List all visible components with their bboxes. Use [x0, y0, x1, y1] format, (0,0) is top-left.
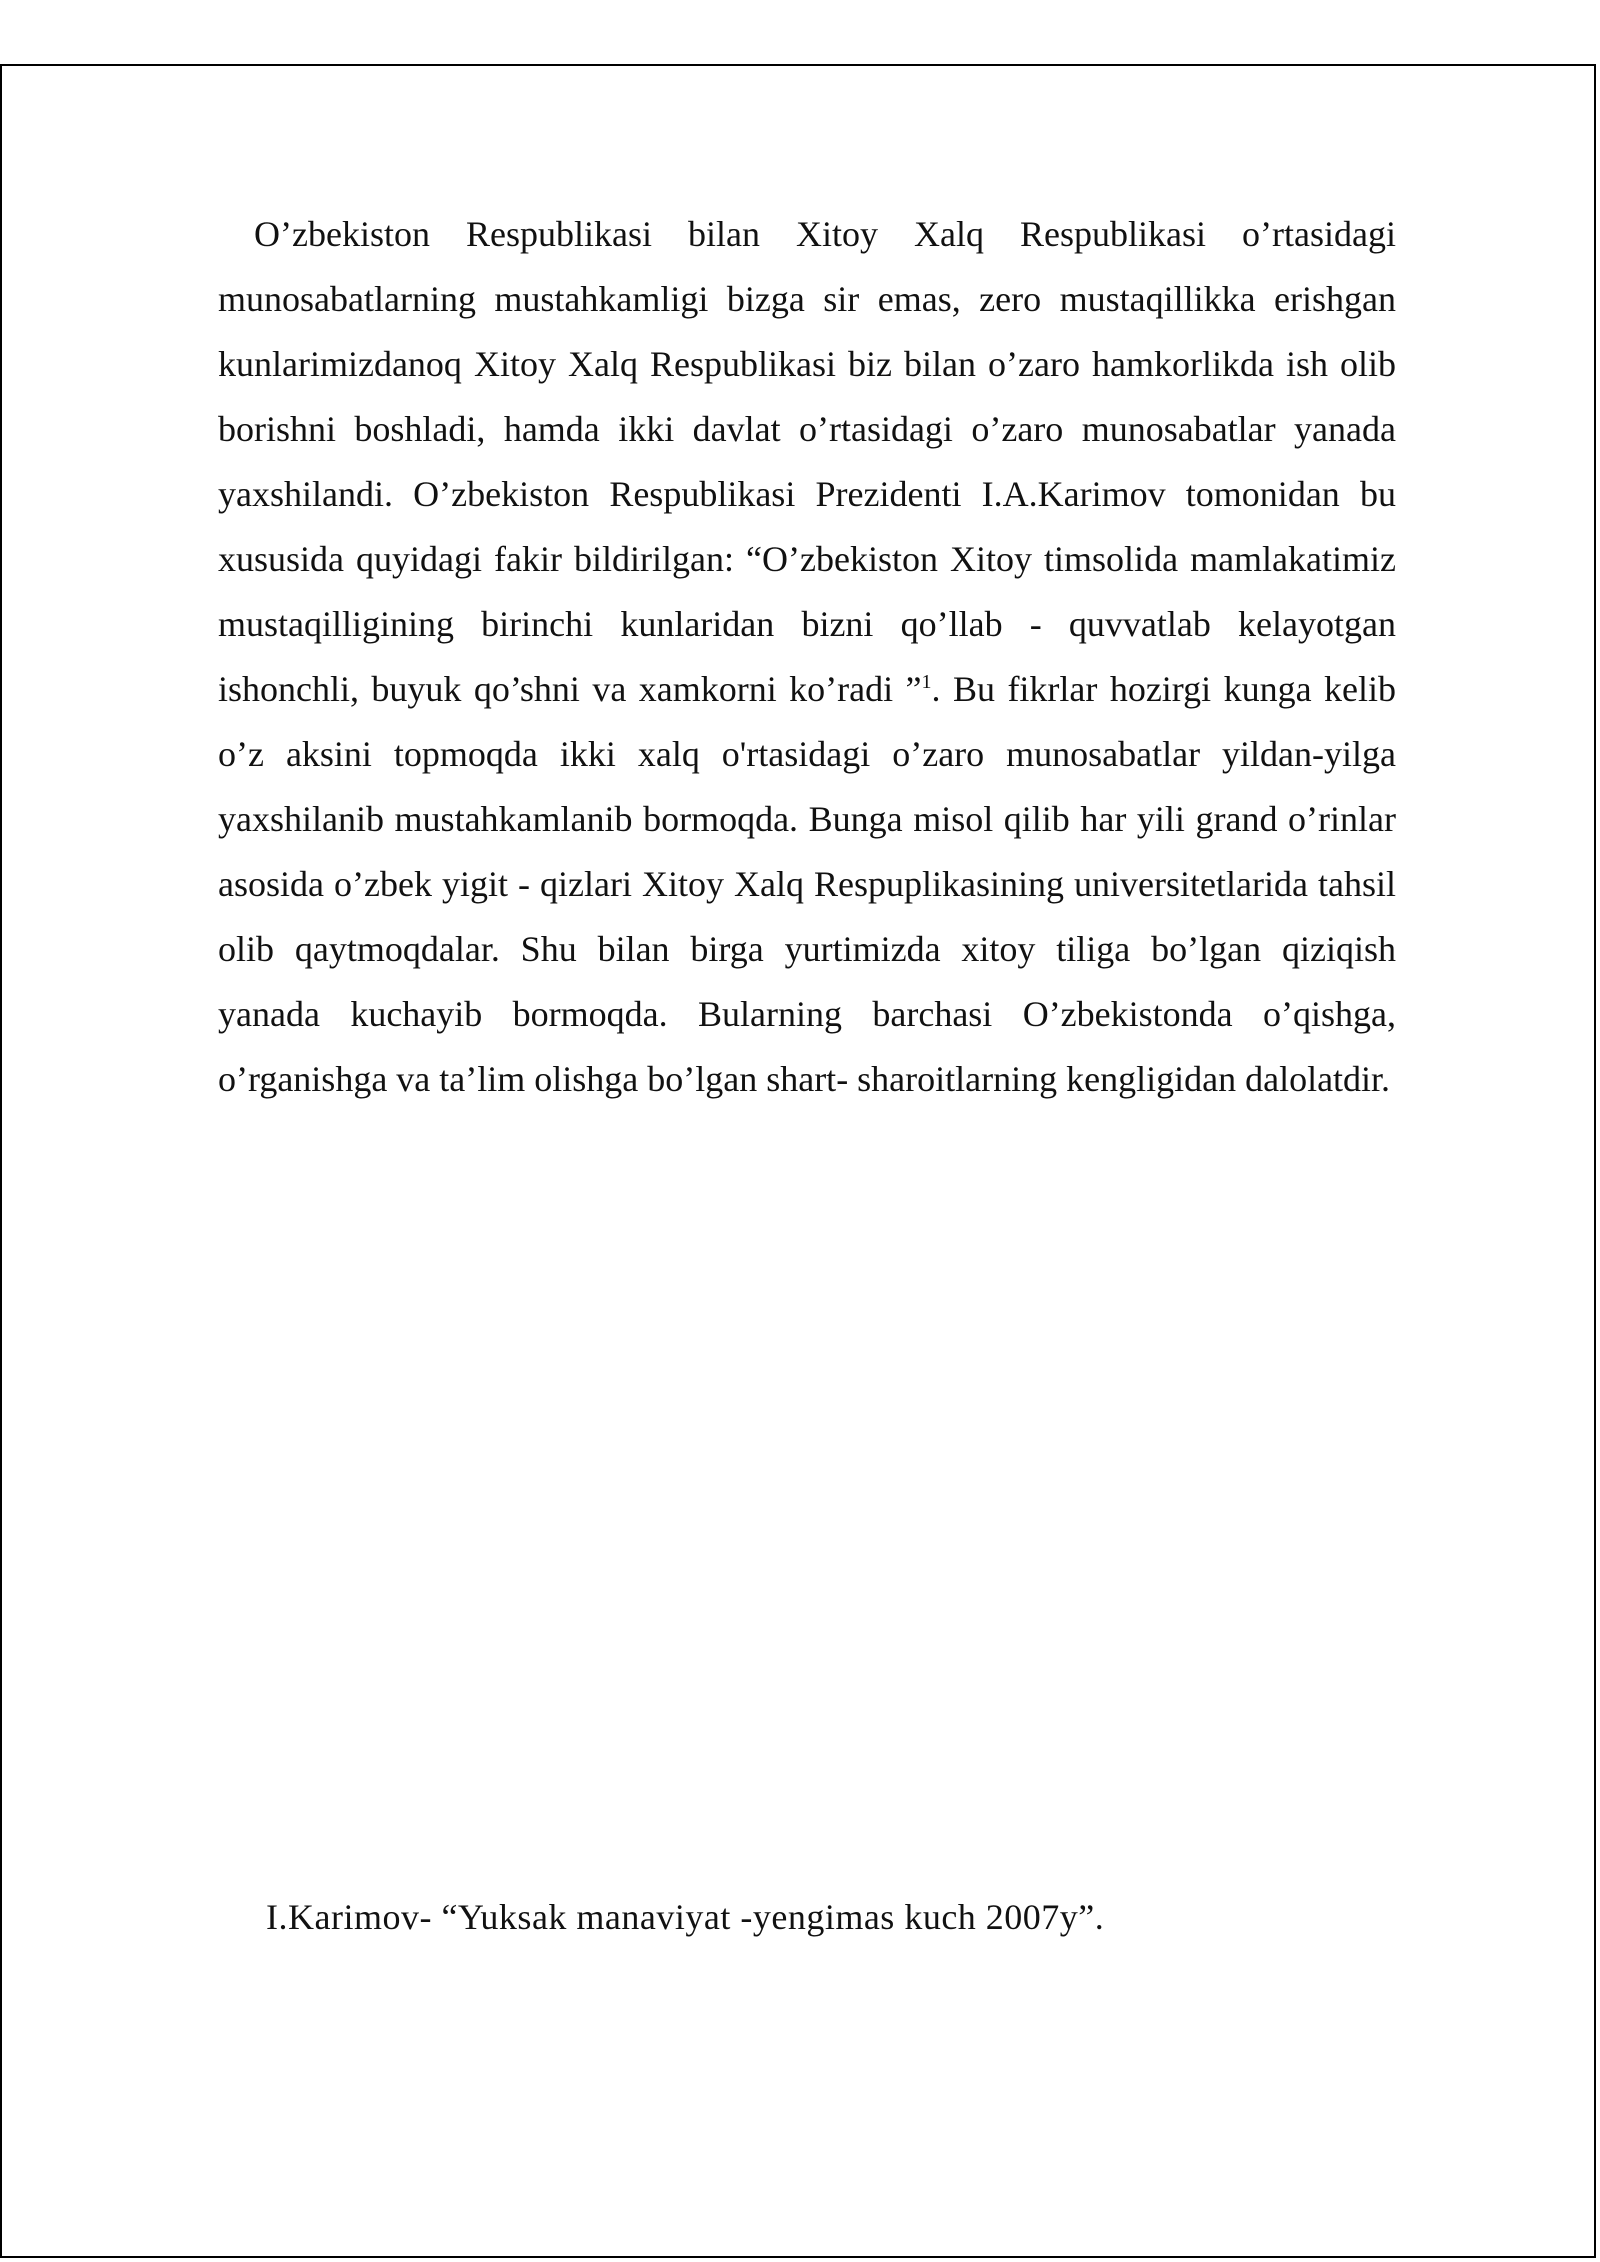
- body-paragraph: [218, 202, 1396, 1112]
- footnote-reference: 1: [921, 671, 932, 693]
- paragraph-text-end: . Bu fikrlar hozirgi kunga kelib o’z aksini topmoqda ikki xalq o'rtasidagi o’zaro munosabatlar yildan-yilga yaxshilanib mustahkamlanib bormoqda. Bunga misol qilib har yili grand o’rinlar asosida o’zbek yigit - qizlari Xitoy Xalq Respuplikasining universitetlarida tahsil olib qaytmoqdalar. Shu bilan birga yurtimizda xitoy tiliga bo’lgan qiziqish yanada kuchayib bormoqda. Bularning barchasi O’zbekistonda o’qishga, o’rganishga va ta’lim olishga bo’lgan shart- sharoitlarning kengligidan dalolatdir.: [218, 669, 1396, 1099]
- footnote-text: I.Karimov- “Yuksak manaviyat -yengimas kuch 2007y”.: [266, 1897, 1105, 1937]
- paragraph-text-start: O’zbekiston Respublikasi bilan Xitoy Xalq Respublikasi o’rtasidagi munosabatlarning mustahkamligi bizga sir emas, zero mustaqillikka erishgan kunlarimizdanoq Xitoy Xalq Respublikasi biz bilan o’zaro hamkorlikda ish olib borishni boshladi, hamda ikki davlat o’rtasidagi o’zaro munosabatlar yanada yaxshilandi. O’zbekiston Respublikasi Prezidenti I.A.Karimov tomonidan bu xususida quyidagi fakir bildirilgan: “O’zbekiston Xitoy timsolida mamlakatimiz mustaqilligining birinchi kunlaridan bizni qo’llab - quvvatlab kelayotgan ishonchli, buyuk qo’shni va xamkorni ko’radi ”: [218, 214, 1396, 709]
